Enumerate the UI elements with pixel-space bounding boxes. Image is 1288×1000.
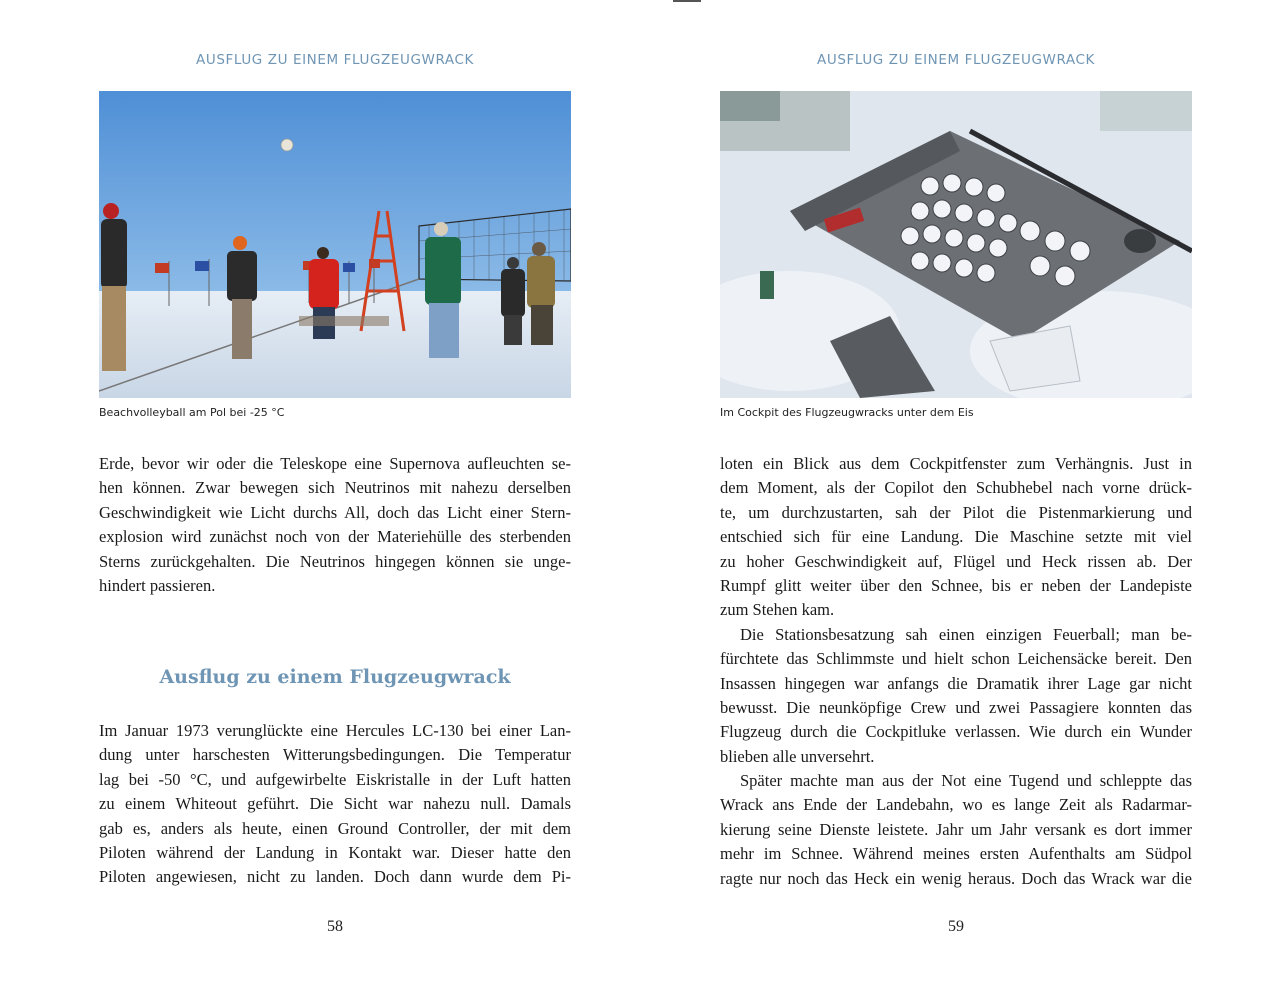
text-line: mehr im Schnee. Während meines ersten Aufenthalts am Südpol xyxy=(720,844,1192,864)
photo-caption: Beachvolleyball am Pol bei -25 °C xyxy=(99,406,285,419)
text-line: explosion wird zunächst noch von der Materiehülle des sterbenden xyxy=(99,527,571,547)
text-line: zu einem Whiteout geführt. Die Sicht war nahezu null. Damals xyxy=(99,794,571,814)
page-number: 59 xyxy=(948,918,964,935)
text-line: dung unter harschesten Witterungsbedingungen. Die Temperatur xyxy=(99,745,571,765)
text-line: zu hoher Geschwindigkeit auf, Flügel und Heck rissen ab. Der xyxy=(720,551,1192,571)
text-line: fürchtete das Schlimmste und hielt schon Leichensäcke bereit. Den xyxy=(720,649,1192,669)
text-line: Flugzeug durch die Cockpitluke verlassen. Wie durch ein Wunder xyxy=(720,722,1192,742)
running-head: AUSFLUG ZU EINEM FLUGZEUGWRACK xyxy=(196,52,474,68)
running-head: AUSFLUG ZU EINEM FLUGZEUGWRACK xyxy=(817,52,1095,68)
spine-marker xyxy=(673,0,701,2)
text-line: dem Moment, als der Copilot den Schubhebel nach vorne drück- xyxy=(720,478,1192,498)
right-page xyxy=(720,0,1192,1000)
body-paragraph xyxy=(99,452,571,598)
text-line: Piloten während der Landung in Kontakt war. Dieser hatte den xyxy=(99,842,571,862)
text-line: Wrack ans Ende der Landebahn, wo es lange Zeit als Radarmar- xyxy=(720,795,1192,815)
text-line: Piloten angewiesen, nicht zu landen. Doch dann wurde dem Pi- xyxy=(99,867,571,887)
text-line: loten ein Blick aus dem Cockpitfenster zum Verhängnis. Just in xyxy=(720,454,1192,473)
text-line: te, um durchzustarten, sah der Pilot die Pistenmarkierung und xyxy=(720,502,1192,522)
text-line: entschied sich für eine Landung. Die Maschine setzte mit viel xyxy=(720,527,1192,547)
text-line: Insassen hingegen war anfangs die Dramatik ihrer Lage gar nicht xyxy=(720,673,1192,693)
text-line: Rumpf glitt weiter über den Schnee, bis er neben der Landepiste xyxy=(720,575,1192,595)
text-line: zum Stehen kam. xyxy=(720,600,835,620)
photo-caption: Im Cockpit des Flugzeugwracks unter dem Eis xyxy=(720,406,974,419)
text-line: Sterns zurückgehalten. Die Neutrinos hingegen können sie unge- xyxy=(99,551,571,571)
body-paragraph xyxy=(99,719,571,890)
left-page xyxy=(99,0,571,1000)
text-line: hindert passieren. xyxy=(99,575,216,595)
section-heading: Ausflug zu einem Flugzeugwrack xyxy=(159,666,511,688)
text-line: kierung seine Dienste leistete. Jahr um Jahr versank es dort immer xyxy=(720,819,1192,839)
text-line: hen können. Zwar bewegen sich Neutrinos mit nahezu derselben xyxy=(99,478,571,498)
text-line: Die Stationsbesatzung sah einen einzigen Feuerball; man be- xyxy=(740,624,1192,644)
photo-cockpit-wreck xyxy=(720,91,1192,398)
photo-beach-volleyball xyxy=(99,91,571,398)
text-line: bewusst. Die neunköpfige Crew und zwei Passagiere konnten das xyxy=(720,697,1192,717)
text-line: Im Januar 1973 verunglückte eine Hercules LC-130 bei einer Lan- xyxy=(99,721,571,740)
text-line: Später machte man aus der Not eine Tugend und schleppte das xyxy=(740,771,1192,791)
body-text xyxy=(720,452,1192,891)
text-line: ragte nur noch das Heck ein wenig heraus. Doch das Wrack war die xyxy=(720,868,1192,888)
text-line: gab es, anders als heute, einen Ground Controller, der mit dem xyxy=(99,818,571,838)
text-line: Geschwindigkeit wie Licht durchs All, doch das Licht einer Stern- xyxy=(99,502,571,522)
text-line: blieben alle unversehrt. xyxy=(720,746,875,766)
page-number: 58 xyxy=(327,918,343,935)
text-line: lag bei -50 °C, und aufgewirbelte Eiskristalle in der Luft hatten xyxy=(99,769,571,789)
text-line: Erde, bevor wir oder die Teleskope eine Supernova aufleuchten se- xyxy=(99,454,571,473)
